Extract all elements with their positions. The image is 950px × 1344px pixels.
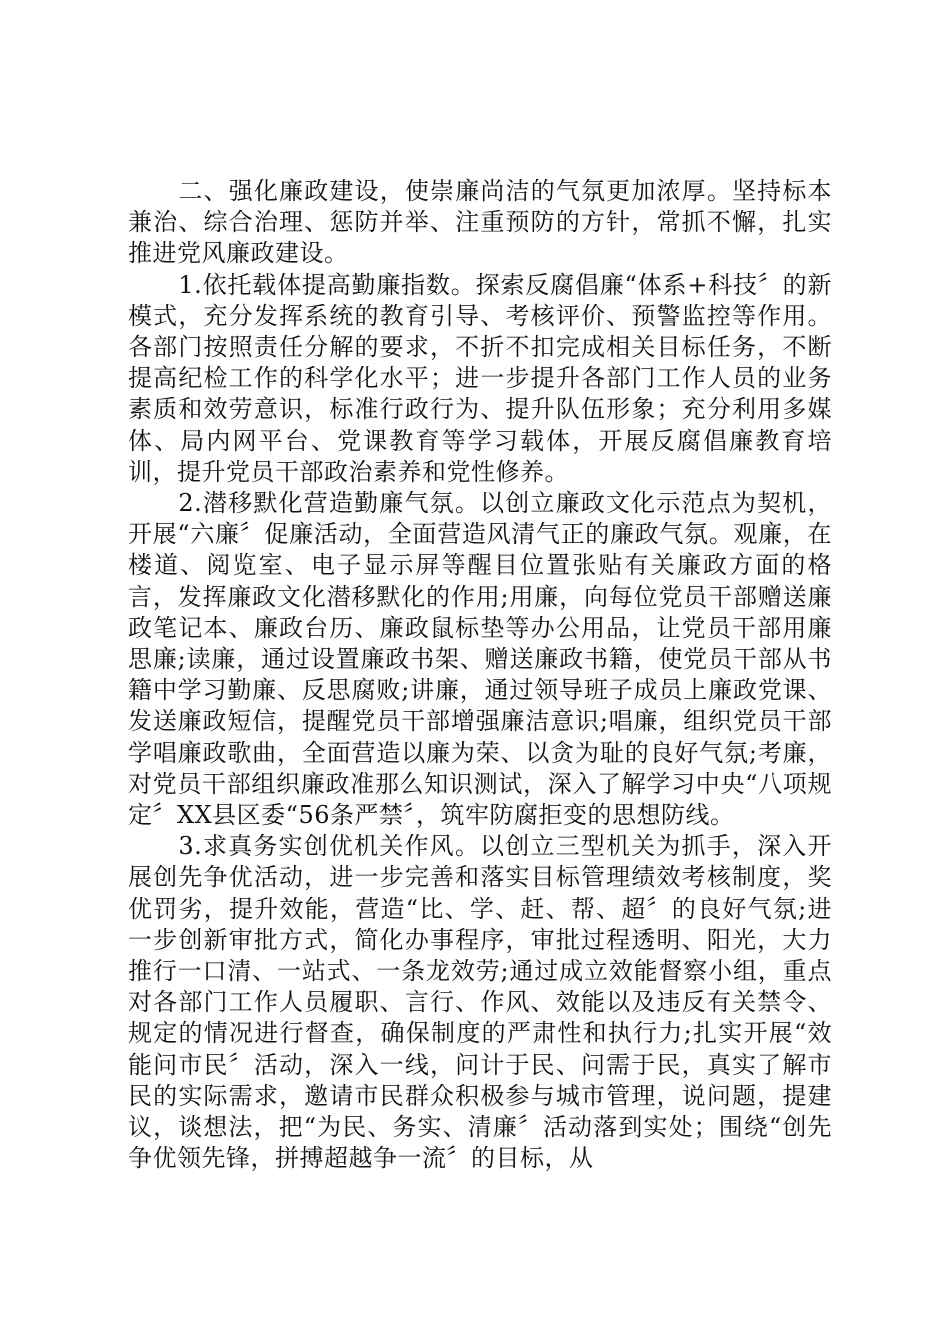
document-body <box>128 176 832 1175</box>
paragraph-section-two: 二、强化廉政建设，使崇廉尚洁的气氛更加浓厚。坚持标本兼治、综合治理、惩防并举、注重预防的方针，常抓不懈，扎实推进党风廉政建设。 <box>128 177 832 268</box>
paragraph-item-three: 3.求真务实创优机关作风。以创立三型机关为抓手，深入开展创先争优活动，进一步完善和落实目标管理绩效考核制度，奖优罚劣，提升效能，营造“比、学、赶、帮、超〞的良好气氛;进一步创新审批方式，简化办事程序，审批过程透明、阳光，大力推行一口清、一站式、一条龙效劳;通过成立效能督察小组，重点对各部门工作人员履职、言行、作风、效能以及违反有关禁令、规定的情况进行督查，确保制度的严肃性和执行力;扎实开展“效能问市民〞活动，深入一线，问计于民、问需于民，真实了解市民的实际需求，邀请市民群众积极参与城市管理，说问题，提建议，谈想法，把“为民、务实、清廉〞活动落到实处；围绕“创先争优领先锋，拼搏超越争一流〞的目标，从 <box>128 832 832 1173</box>
paragraph-item-two: 2.潜移默化营造勤廉气氛。以创立廉政文化示范点为契机，开展“六廉〞促廉活动，全面营造风清气正的廉政气氛。观廉，在楼道、阅览室、电子显示屏等醒目位置张贴有关廉政方面的格言，发挥廉政文化潜移默化的作用;用廉，向每位党员干部赠送廉政笔记本、廉政台历、廉政鼠标垫等办公用品，让党员干部用廉思廉;读廉，通过设置廉政书架、赠送廉政书籍，使党员干部从书籍中学习勤廉、反思腐败;讲廉，通过领导班子成员上廉政党课、发送廉政短信，提醒党员干部增强廉洁意识;唱廉，组织党员干部学唱廉政歌曲，全面营造以廉为荣、以贪为耻的良好气氛;考廉，对党员干部组织廉政准那么知识测试，深入了解学习中央“八项规定〞XX县区委“56条严禁〞，筑牢防腐拒变的思想防线。 <box>128 489 832 830</box>
paragraph-item-one: 1.依托载体提高勤廉指数。探索反腐倡廉“体系+科技〞的新模式，充分发挥系统的教育引导、考核评价、预警监控等作用。各部门按照责任分解的要求，不折不扣完成相关目标任务，不断提高纪检工作的科学化水平；进一步提升各部门工作人员的业务素质和效劳意识，标准行政行为、提升队伍形象；充分利用多媒体、局内网平台、党课教育等学习载体，开展反腐倡廉教育培训，提升党员干部政治素养和党性修养。 <box>128 270 832 486</box>
